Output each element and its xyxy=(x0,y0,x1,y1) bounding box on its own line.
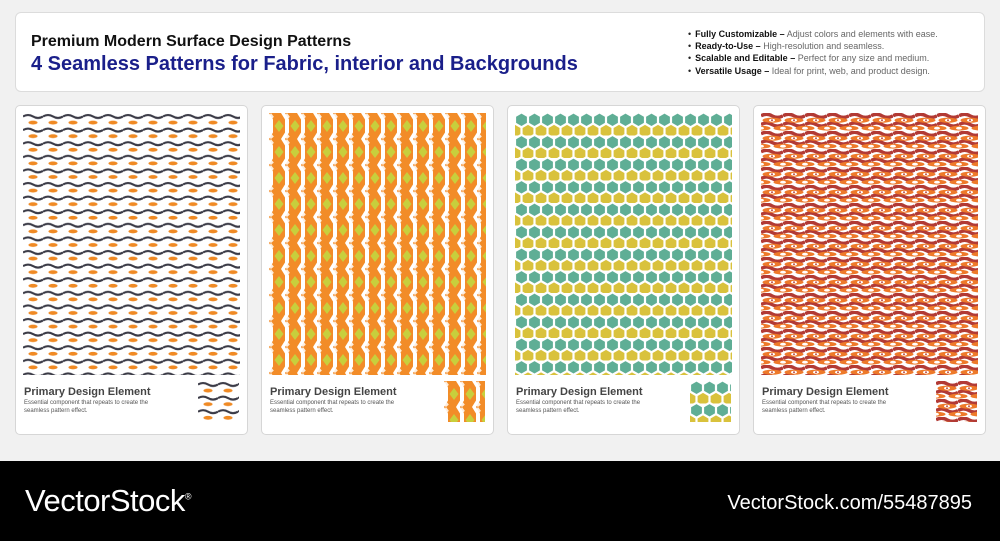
hexagon-pattern xyxy=(515,113,732,375)
ogee-diamond-swatch xyxy=(444,381,485,422)
brand-name: VectorStock xyxy=(25,483,185,518)
eye-wave-pattern xyxy=(761,113,978,375)
bullet-icon: • xyxy=(688,29,692,39)
brand-logo[interactable] xyxy=(25,483,191,519)
card-description: Essential component that repeats to create the seamless pattern effect. xyxy=(762,400,887,414)
page-title: Premium Modern Surface Design Patterns xyxy=(31,33,352,50)
feature-name: Scalable and Editable – xyxy=(695,53,796,64)
wave-lens-pattern xyxy=(23,113,240,375)
feature-desc: Perfect for any size and medium. xyxy=(797,53,930,64)
pattern-card-ogee[interactable] xyxy=(261,105,494,435)
feature-desc: Ideal for print, web, and product design. xyxy=(771,65,930,76)
page-subtitle: 4 Seamless Patterns for Fabric, interior and Backgrounds xyxy=(31,53,578,75)
pattern-card-hexagon[interactable] xyxy=(507,105,740,435)
card-description: Essential component that repeats to create the seamless pattern effect. xyxy=(24,400,149,414)
feature-item xyxy=(688,28,938,40)
bullet-icon: • xyxy=(688,65,692,76)
card-title: Primary Design Element xyxy=(24,386,151,398)
eye-wave-swatch xyxy=(936,381,977,422)
card-title: Primary Design Element xyxy=(516,386,643,398)
trademark-mark: ® xyxy=(184,491,192,502)
image-url[interactable]: VectorStock.com/55487895 xyxy=(727,492,972,514)
feature-desc: High-resolution and seamless. xyxy=(763,41,885,52)
bullet-icon: • xyxy=(688,53,692,64)
pattern-card-wave[interactable] xyxy=(15,105,248,435)
feature-desc: Adjust colors and elements with ease. xyxy=(786,29,938,39)
feature-name: Fully Customizable – xyxy=(695,29,785,39)
card-title: Primary Design Element xyxy=(762,386,889,398)
header-panel xyxy=(15,12,985,92)
feature-item xyxy=(688,65,938,77)
card-title: Primary Design Element xyxy=(270,386,397,398)
feature-name: Versatile Usage – xyxy=(695,65,770,76)
card-description: Essential component that repeats to create the seamless pattern effect. xyxy=(516,400,641,414)
feature-item xyxy=(688,40,938,52)
hexagon-swatch xyxy=(690,381,731,422)
bullet-icon: • xyxy=(688,41,692,52)
feature-name: Ready-to-Use – xyxy=(695,41,761,52)
card-description: Essential component that repeats to create the seamless pattern effect. xyxy=(270,400,395,414)
footer-bar xyxy=(0,461,1000,541)
pattern-card-eye[interactable] xyxy=(753,105,986,435)
wave-lens-swatch xyxy=(198,381,239,422)
feature-item xyxy=(688,52,938,64)
feature-list xyxy=(688,28,938,77)
ogee-diamond-pattern xyxy=(269,113,486,375)
